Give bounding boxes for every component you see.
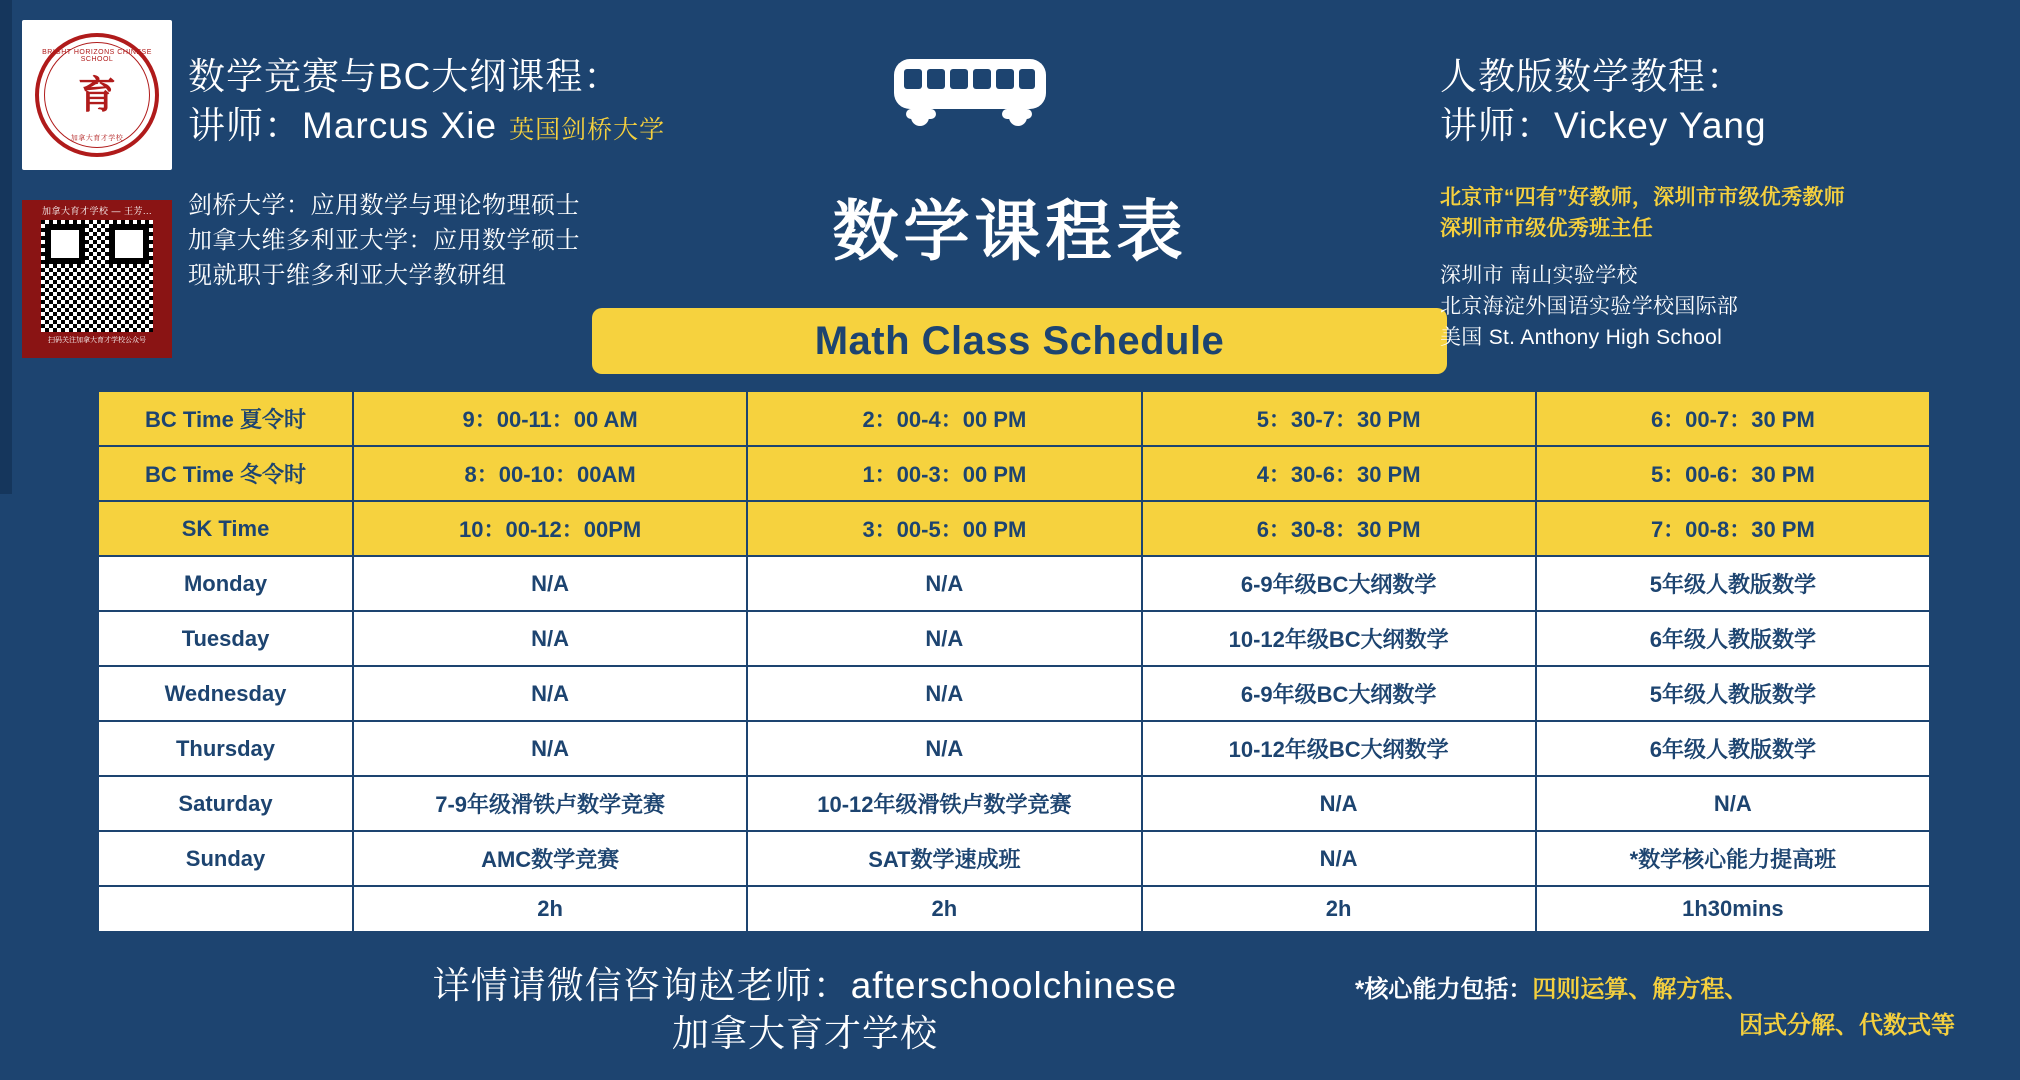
left-instructor-heading	[188, 54, 848, 156]
right-award-line-2: 深圳市市级优秀班主任	[1440, 217, 1653, 240]
schedule-cell: 6：30-8：30 PM	[1142, 501, 1536, 556]
left-instructor-name: 讲师：Marcus Xie	[188, 105, 498, 146]
core-skills-line-2: 因式分解、代数式等	[1739, 1012, 1955, 1039]
schedule-cell: 8：00-10：00AM	[353, 446, 747, 501]
core-skills-note	[1355, 972, 1975, 1044]
left-course-title: 数学竞赛与BC大纲课程：	[188, 56, 622, 97]
bus-icon	[890, 55, 1050, 130]
schedule-cell: N/A	[353, 666, 747, 721]
qr-code-icon	[41, 220, 153, 332]
seal-top-text: BRIGHT HORIZONS CHINESE SCHOOL	[42, 49, 152, 63]
left-instructor-school: 英国剑桥大学	[509, 116, 666, 144]
table-row	[98, 611, 1930, 666]
schedule-banner	[592, 308, 1447, 374]
school-logo	[22, 20, 172, 170]
schedule-cell: 3：00-5：00 PM	[747, 501, 1141, 556]
schedule-cell: 2h	[747, 886, 1141, 932]
qr-card-header: 加拿大育才学校 — 王芳...	[22, 200, 172, 220]
school-seal-icon	[35, 33, 159, 157]
row-label: Tuesday	[98, 611, 353, 666]
schedule-cell: *数学核心能力提高班	[1536, 831, 1930, 886]
row-label: BC Time 冬令时	[98, 446, 353, 501]
right-instructor-name: 讲师：Vickey Yang	[1440, 105, 1767, 146]
schedule-cell: 10-12年级BC大纲数学	[1142, 721, 1536, 776]
left-edge-strip	[0, 0, 12, 494]
right-school-line-2: 北京海淀外国语实验学校国际部	[1440, 295, 1739, 318]
schedule-cell: N/A	[353, 556, 747, 611]
schedule-cell: 6：00-7：30 PM	[1536, 391, 1930, 446]
table-row	[98, 776, 1930, 831]
table-row	[98, 886, 1930, 932]
table-row	[98, 556, 1930, 611]
contact-wechat: 详情请微信咨询赵老师：afterschoolchinese	[432, 965, 1178, 1006]
schedule-cell: 2：00-4：00 PM	[747, 391, 1141, 446]
schedule-cell: N/A	[747, 666, 1141, 721]
left-bio-line-1: 剑桥大学：应用数学与理论物理硕士	[188, 192, 580, 219]
left-instructor-name-line	[188, 100, 848, 156]
schedule-cell: N/A	[747, 721, 1141, 776]
left-instructor-bio	[188, 188, 580, 293]
schedule-cell: 9：00-11：00 AM	[353, 391, 747, 446]
schedule-cell: 6年级人教版数学	[1536, 721, 1930, 776]
schedule-cell: N/A	[1142, 831, 1536, 886]
contact-footer	[300, 962, 1310, 1058]
schedule-cell: 7：00-8：30 PM	[1536, 501, 1930, 556]
row-label: Monday	[98, 556, 353, 611]
row-label: BC Time 夏令时	[98, 391, 353, 446]
right-award-line-1: 北京市“四有”好教师，深圳市市级优秀教师	[1440, 186, 1845, 209]
schedule-cell: N/A	[353, 611, 747, 666]
schedule-cell: 2h	[1142, 886, 1536, 932]
left-bio-line-2: 加拿大维多利亚大学：应用数学硕士	[188, 227, 580, 254]
schedule-cell: 1h30mins	[1536, 886, 1930, 932]
seal-bottom-text: 加拿大育才学校	[70, 135, 124, 142]
page-title: 数学课程表	[832, 194, 1188, 268]
left-bio-line-3: 现就职于维多利亚大学教研组	[188, 262, 507, 289]
schedule-cell: 6年级人教版数学	[1536, 611, 1930, 666]
qr-card-footer: 扫码关注加拿大育才学校公众号	[48, 337, 146, 344]
schedule-cell: 1：00-3：00 PM	[747, 446, 1141, 501]
table-row	[98, 501, 1930, 556]
schedule-cell: 5年级人教版数学	[1536, 666, 1930, 721]
qr-card	[22, 200, 172, 358]
right-instructor-schools	[1440, 260, 1738, 353]
right-school-line-1: 深圳市 南山实验学校	[1440, 264, 1638, 287]
schedule-cell: 5年级人教版数学	[1536, 556, 1930, 611]
schedule-cell: N/A	[1142, 776, 1536, 831]
table-row	[98, 721, 1930, 776]
schedule-cell: 10-12年级滑铁卢数学竞赛	[747, 776, 1141, 831]
schedule-cell: 6-9年级BC大纲数学	[1142, 556, 1536, 611]
schedule-cell: N/A	[353, 721, 747, 776]
schedule-cell: 2h	[353, 886, 747, 932]
schedule-cell: AMC数学竞赛	[353, 831, 747, 886]
right-instructor-awards	[1440, 182, 1845, 244]
schedule-cell: 4：30-6：30 PM	[1142, 446, 1536, 501]
schedule-cell: 10-12年级BC大纲数学	[1142, 611, 1536, 666]
right-instructor-heading	[1440, 54, 2000, 152]
schedule-cell: 5：30-7：30 PM	[1142, 391, 1536, 446]
schedule-cell: N/A	[747, 611, 1141, 666]
table-row	[98, 446, 1930, 501]
contact-school-name: 加拿大育才学校	[672, 1013, 938, 1054]
schedule-cell: N/A	[747, 556, 1141, 611]
schedule-banner-label: Math Class Schedule	[814, 318, 1225, 363]
row-label: SK Time	[98, 501, 353, 556]
row-label: Saturday	[98, 776, 353, 831]
row-label: Wednesday	[98, 666, 353, 721]
schedule-cell: 5：00-6：30 PM	[1536, 446, 1930, 501]
seal-character: 育	[77, 73, 116, 117]
schedule-cell: N/A	[1536, 776, 1930, 831]
schedule-cell: SAT数学速成班	[747, 831, 1141, 886]
core-skills-line-1: 四则运算、解方程、	[1532, 976, 1749, 1003]
right-course-title: 人教版数学教程：	[1440, 56, 1744, 97]
schedule-table	[97, 390, 1931, 933]
table-row	[98, 391, 1930, 446]
row-label: Thursday	[98, 721, 353, 776]
row-label	[98, 886, 353, 932]
schedule-cell: 10：00-12：00PM	[353, 501, 747, 556]
core-skills-tag: *核心能力包括：	[1355, 976, 1533, 1003]
schedule-table-wrap	[97, 390, 1931, 933]
table-row	[98, 666, 1930, 721]
table-row	[98, 831, 1930, 886]
schedule-cell: 7-9年级滑铁卢数学竞赛	[353, 776, 747, 831]
row-label: Sunday	[98, 831, 353, 886]
schedule-cell: 6-9年级BC大纲数学	[1142, 666, 1536, 721]
right-school-line-3: 美国 St. Anthony High School	[1440, 326, 1723, 349]
